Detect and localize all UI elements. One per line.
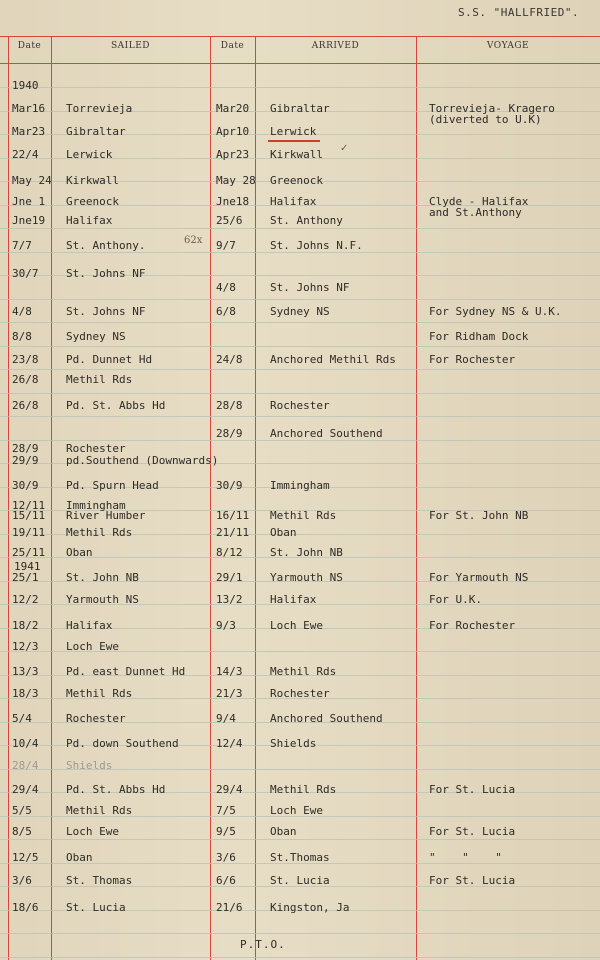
ruled-line xyxy=(0,299,600,300)
sailed-port: Methil Rds xyxy=(66,804,133,817)
sailed-date: 26/8 xyxy=(12,399,39,412)
voyage-note: For St. Lucia xyxy=(429,825,516,838)
arrived-port: Lerwick xyxy=(270,125,317,138)
arrived-port: Rochester xyxy=(270,399,330,412)
sailed-date: 30/9 xyxy=(12,479,39,492)
arrived-date: 25/6 xyxy=(216,214,243,227)
arrived-port: Sydney NS xyxy=(270,305,330,318)
arrived-date: 3/6 xyxy=(216,851,236,864)
sailed-port: Lerwick xyxy=(66,148,113,161)
voyage-note: " " " xyxy=(429,851,502,864)
ruled-line xyxy=(0,839,600,840)
sailed-date: 5/4 xyxy=(12,712,32,725)
arrived-date: 7/5 xyxy=(216,804,236,817)
sailed-port: Halifax xyxy=(66,214,113,227)
header-sailed-date: Date xyxy=(17,41,42,51)
sailed-date: 25/11 xyxy=(12,546,46,559)
sailed-date: 12/11 xyxy=(12,499,46,512)
arrived-date: 16/11 xyxy=(216,509,250,522)
arrived-port: Rochester xyxy=(270,687,330,700)
column-rule xyxy=(416,36,417,960)
sailed-port: St. Anthony. xyxy=(66,239,146,252)
sailed-port: St. Thomas xyxy=(66,874,133,887)
sailed-date: 12/3 xyxy=(12,640,39,653)
voyage-note: For Rochester xyxy=(429,353,516,366)
voyage-note: For Ridham Dock xyxy=(429,330,529,343)
sailed-port: Methil Rds xyxy=(66,687,133,700)
ruled-line xyxy=(0,933,600,934)
arrived-date: May 28 xyxy=(216,174,256,187)
arrived-date: 9/3 xyxy=(216,619,236,632)
sailed-date: Jne19 xyxy=(12,214,46,227)
ruled-line xyxy=(0,322,600,323)
sailed-date: 15/11 xyxy=(12,509,46,522)
arrived-port: Halifax xyxy=(270,593,317,606)
arrived-port: St. Anthony xyxy=(270,214,343,227)
voyage-note: Torrevieja- Kragero (diverted to U.K) xyxy=(429,102,555,126)
sailed-port: Loch Ewe xyxy=(66,825,119,838)
sailed-date: 10/4 xyxy=(12,737,39,750)
arrived-port: St. Lucia xyxy=(270,874,330,887)
arrived-date: 9/7 xyxy=(216,239,236,252)
header-sailed: SAILED xyxy=(111,41,150,51)
arrived-port: Loch Ewe xyxy=(270,619,323,632)
sailed-date: 18/3 xyxy=(12,687,39,700)
arrived-port: Anchored Southend xyxy=(270,427,383,440)
sailed-date: 8/5 xyxy=(12,825,32,838)
sailed-port: St. Johns NF xyxy=(66,267,146,280)
arrived-date: 21/6 xyxy=(216,901,243,914)
arrived-port: St. Johns N.F. xyxy=(270,239,363,252)
arrived-port: Kingston, Ja xyxy=(270,901,350,914)
sailed-date: 25/1 xyxy=(12,571,39,584)
ruled-line xyxy=(0,87,600,88)
header-arrived: ARRIVED xyxy=(311,41,360,51)
sailed-port: Shields xyxy=(66,759,113,772)
ship-title: S.S. "HALLFRIED". xyxy=(458,6,580,19)
sailed-date: May 24 xyxy=(12,174,52,187)
sailed-port: Pd. St. Abbs Hd xyxy=(66,783,166,796)
sailed-port: St. Johns NF xyxy=(66,305,146,318)
arrived-date: 6/6 xyxy=(216,874,236,887)
column-rule xyxy=(210,36,211,960)
header-top-rule xyxy=(0,36,600,37)
sailed-port: Methil Rds xyxy=(66,373,133,386)
arrived-date: 6/8 xyxy=(216,305,236,318)
sailed-port: Oban xyxy=(66,851,93,864)
year-label: 1941 xyxy=(14,560,41,573)
arrived-date: 4/8 xyxy=(216,281,236,294)
voyage-note: For Yarmouth NS xyxy=(429,571,529,584)
sailed-date: 3/6 xyxy=(12,874,32,887)
sailed-port: Rochester xyxy=(66,712,126,725)
sailed-port: Rochester xyxy=(66,442,126,455)
sailed-port: Halifax xyxy=(66,619,113,632)
arrived-port: Anchored Methil Rds xyxy=(270,353,396,366)
arrived-port: Shields xyxy=(270,737,317,750)
voyage-note: For Rochester xyxy=(429,619,516,632)
arrived-date: 9/4 xyxy=(216,712,236,725)
ruled-line xyxy=(0,228,600,229)
arrived-port: Methil Rds xyxy=(270,783,337,796)
arrived-port: St. Johns NF xyxy=(270,281,350,294)
arrived-date: Apr10 xyxy=(216,125,250,138)
sailed-date: Jne 1 xyxy=(12,195,46,208)
arrived-port: St. John NB xyxy=(270,546,343,559)
ruled-line xyxy=(0,416,600,417)
year-label: 1940 xyxy=(12,79,39,92)
voyage-note: For St. John NB xyxy=(429,509,529,522)
arrived-date: 13/2 xyxy=(216,593,243,606)
arrived-date: 21/11 xyxy=(216,526,250,539)
arrived-port: Oban xyxy=(270,526,297,539)
voyage-note: Clyde - Halifax and St.Anthony xyxy=(429,195,529,219)
voyage-note: For Sydney NS & U.K. xyxy=(429,305,562,318)
arrived-port: Methil Rds xyxy=(270,509,337,522)
arrived-date: 24/8 xyxy=(216,353,243,366)
voyage-note: For St. Lucia xyxy=(429,783,516,796)
page-turn-note: P.T.O. xyxy=(240,938,286,951)
arrived-date: 28/8 xyxy=(216,399,243,412)
header-arrived-date: Date xyxy=(220,41,245,51)
ruled-line xyxy=(0,957,600,958)
sailed-port: Kirkwall xyxy=(66,174,119,187)
arrived-date: 14/3 xyxy=(216,665,243,678)
arrived-port: Immingham xyxy=(270,479,330,492)
arrived-port: Loch Ewe xyxy=(270,804,323,817)
arrived-date: Apr23 xyxy=(216,148,250,161)
sailed-date: 23/8 xyxy=(12,353,39,366)
sailed-date: 28/9 xyxy=(12,442,39,455)
arrived-date: 29/4 xyxy=(216,783,243,796)
header-voyage: VOYAGE xyxy=(486,41,530,51)
arrived-date: Mar20 xyxy=(216,102,250,115)
arrived-date: 12/4 xyxy=(216,737,243,750)
sailed-port: St. Lucia xyxy=(66,901,126,914)
sailed-date: 5/5 xyxy=(12,804,32,817)
column-rule xyxy=(8,36,9,960)
arrived-port: Yarmouth NS xyxy=(270,571,343,584)
arrived-date: 8/12 xyxy=(216,546,243,559)
arrived-date: 30/9 xyxy=(216,479,243,492)
ruled-line xyxy=(0,440,600,441)
ruled-line xyxy=(0,393,600,394)
arrived-port: Methil Rds xyxy=(270,665,337,678)
ruled-line xyxy=(0,369,600,370)
arrived-port: St.Thomas xyxy=(270,851,330,864)
arrived-port: Oban xyxy=(270,825,297,838)
arrived-port: Gibraltar xyxy=(270,102,330,115)
arrived-date: 9/5 xyxy=(216,825,236,838)
margin-annotation: 62x xyxy=(184,235,203,246)
arrived-date: Jne18 xyxy=(216,195,250,208)
sailed-port: Pd. Spurn Head xyxy=(66,479,159,492)
sailed-port: Gibraltar xyxy=(66,125,126,138)
sailed-port: Sydney NS xyxy=(66,330,126,343)
sailed-date: 30/7 xyxy=(12,267,39,280)
sailed-date: 26/8 xyxy=(12,373,39,386)
sailed-date: 8/8 xyxy=(12,330,32,343)
tick-mark: ✓ xyxy=(340,143,349,154)
sailed-port: St. John NB xyxy=(66,571,139,584)
arrived-date: 21/3 xyxy=(216,687,243,700)
sailed-port: Yarmouth NS xyxy=(66,593,139,606)
sailed-date: 4/8 xyxy=(12,305,32,318)
sailed-port: Greenock xyxy=(66,195,119,208)
sailed-date: Mar23 xyxy=(12,125,46,138)
sailed-date: 18/2 xyxy=(12,619,39,632)
sailed-date: 12/2 xyxy=(12,593,39,606)
sailed-port: Pd. Dunnet Hd xyxy=(66,353,153,366)
sailed-port: pd.Southend (Downwards) xyxy=(66,454,219,467)
ruled-line xyxy=(0,346,600,347)
ruled-line xyxy=(0,252,600,253)
sailed-date: 29/9 xyxy=(12,454,39,467)
red-underline xyxy=(268,140,320,142)
sailed-date: 19/11 xyxy=(12,526,46,539)
sailed-port: Immingham xyxy=(66,499,126,512)
arrived-date: 28/9 xyxy=(216,427,243,440)
sailed-port: Loch Ewe xyxy=(66,640,119,653)
sailed-date: 28/4 xyxy=(12,759,39,772)
arrived-port: Greenock xyxy=(270,174,323,187)
sailed-port: Torrevieja xyxy=(66,102,133,115)
sailed-date: 7/7 xyxy=(12,239,32,252)
arrived-date: 29/1 xyxy=(216,571,243,584)
arrived-port: Anchored Southend xyxy=(270,712,383,725)
sailed-port: Pd. down Southend xyxy=(66,737,179,750)
arrived-port: Halifax xyxy=(270,195,317,208)
sailed-date: 22/4 xyxy=(12,148,39,161)
arrived-port: Kirkwall xyxy=(270,148,323,161)
sailed-port: Pd. St. Abbs Hd xyxy=(66,399,166,412)
sailed-port: Pd. east Dunnet Hd xyxy=(66,665,186,678)
sailed-port: Oban xyxy=(66,546,93,559)
sailed-date: Mar16 xyxy=(12,102,46,115)
sailed-date: 29/4 xyxy=(12,783,39,796)
sailed-port: Methil Rds xyxy=(66,526,133,539)
sailed-date: 12/5 xyxy=(12,851,39,864)
header-bottom-rule xyxy=(0,63,600,64)
sailed-date: 13/3 xyxy=(12,665,39,678)
voyage-note: For U.K. xyxy=(429,593,482,606)
sailed-date: 18/6 xyxy=(12,901,39,914)
voyage-note: For St. Lucia xyxy=(429,874,516,887)
sailed-port: River Humber xyxy=(66,509,146,522)
